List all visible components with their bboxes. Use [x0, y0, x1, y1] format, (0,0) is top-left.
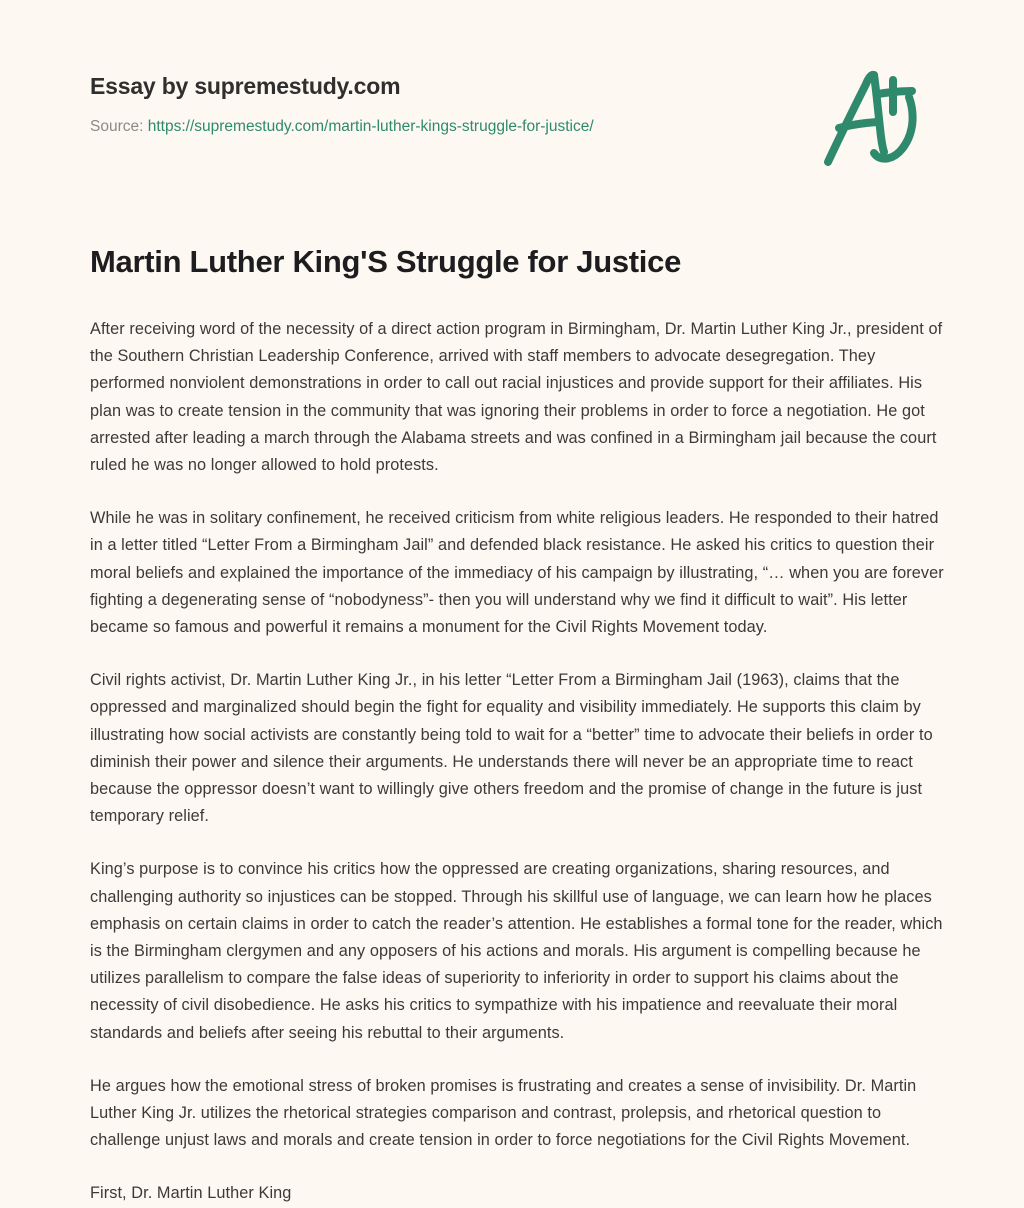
- source-label: Source:: [90, 118, 144, 135]
- article-paragraph: He argues how the emotional stress of broken promises is frustrating and creates a sense of invisibility. Dr. Martin Luther King Jr. utilizes the rhetorical strategies comparison and contrast, prolepsis, and rhetorical question to challenge unjust laws and morals and create tension in order to force negotiations for the Civil Rights Movement.: [90, 1076, 917, 1150]
- source-url-link[interactable]: https://supremestudy.com/martin-luther-kings-struggle-for-justice/: [147, 118, 594, 135]
- site-title: Essay by supremestudy.com: [90, 73, 401, 99]
- a-plus-logo-icon: [814, 66, 929, 171]
- header-text-block: [90, 72, 594, 137]
- article-paragraph: While he was in solitary confinement, he received criticism from white religious leaders. He responded to their hatred in a letter titled “Letter From a Birmingham Jail” and defended black resistance. He asked his critics to question their moral beliefs and explained the importance of the immediacy of his campaign by illustrating, “… when you are forever fighting a degenerating sense of “nobodyness”- then you will understand why we find it difficult to wait”. His letter became so famous and powerful it remains a monument for the Civil Rights Movement today.: [90, 509, 944, 637]
- article-paragraph: King’s purpose is to convince his critics how the oppressed are creating organizations, sharing resources, and challenging authority so injustices can be stopped. Through his skillful use of language, we can learn how he places emphasis on certain claims in order to catch the reader’s attention. He establishes a formal tone for the reader, which is the Birmingham clergymen and any opposers of his actions and morals. His argument is compelling because he utilizes parallelism to compare the false ideas of superiority to inferiority in order to support his claims about the necessity of civil disobedience. He asks his critics to sympathize with his impatience and reevaluate their moral standards and beliefs after seeing his rebuttal to their arguments.: [90, 860, 943, 1042]
- article-title: Martin Luther King'S Struggle for Justice: [90, 244, 682, 279]
- article: [0, 190, 1024, 1208]
- source-line: [90, 117, 594, 137]
- article-paragraph: After receiving word of the necessity of a direct action program in Birmingham, Dr. Martin Luther King Jr., president of the Southern Christian Leadership Conference, arrived with staff members to advocate desegregation. They performed nonviolent demonstrations in order to call out racial injustices and provide support for their affiliates. His plan was to create tension in the community that was ignoring their problems in order to force a negotiation. He got arrested after leading a march through the Alabama streets and was confined in a Birmingham jail because the court ruled he was no longer allowed to hold protests.: [90, 320, 943, 475]
- article-body: [90, 316, 946, 1208]
- article-paragraph: First, Dr. Martin Luther King: [90, 1184, 292, 1203]
- a-plus-logo: [814, 66, 929, 171]
- article-paragraph: Civil rights activist, Dr. Martin Luther King Jr., in his letter “Letter From a Birmingham Jail (1963), claims that the oppressed and marginalized should begin the fight for equality and visibility immediately. He supports this claim by illustrating how social activists are constantly being told to wait for a “better” time to advocate their beliefs in order to diminish their power and silence their arguments. He understands there will never be an appropriate time to react because the oppressor doesn’t want to willingly give others freedom and the promise of change in the future is just temporary relief.: [90, 671, 933, 826]
